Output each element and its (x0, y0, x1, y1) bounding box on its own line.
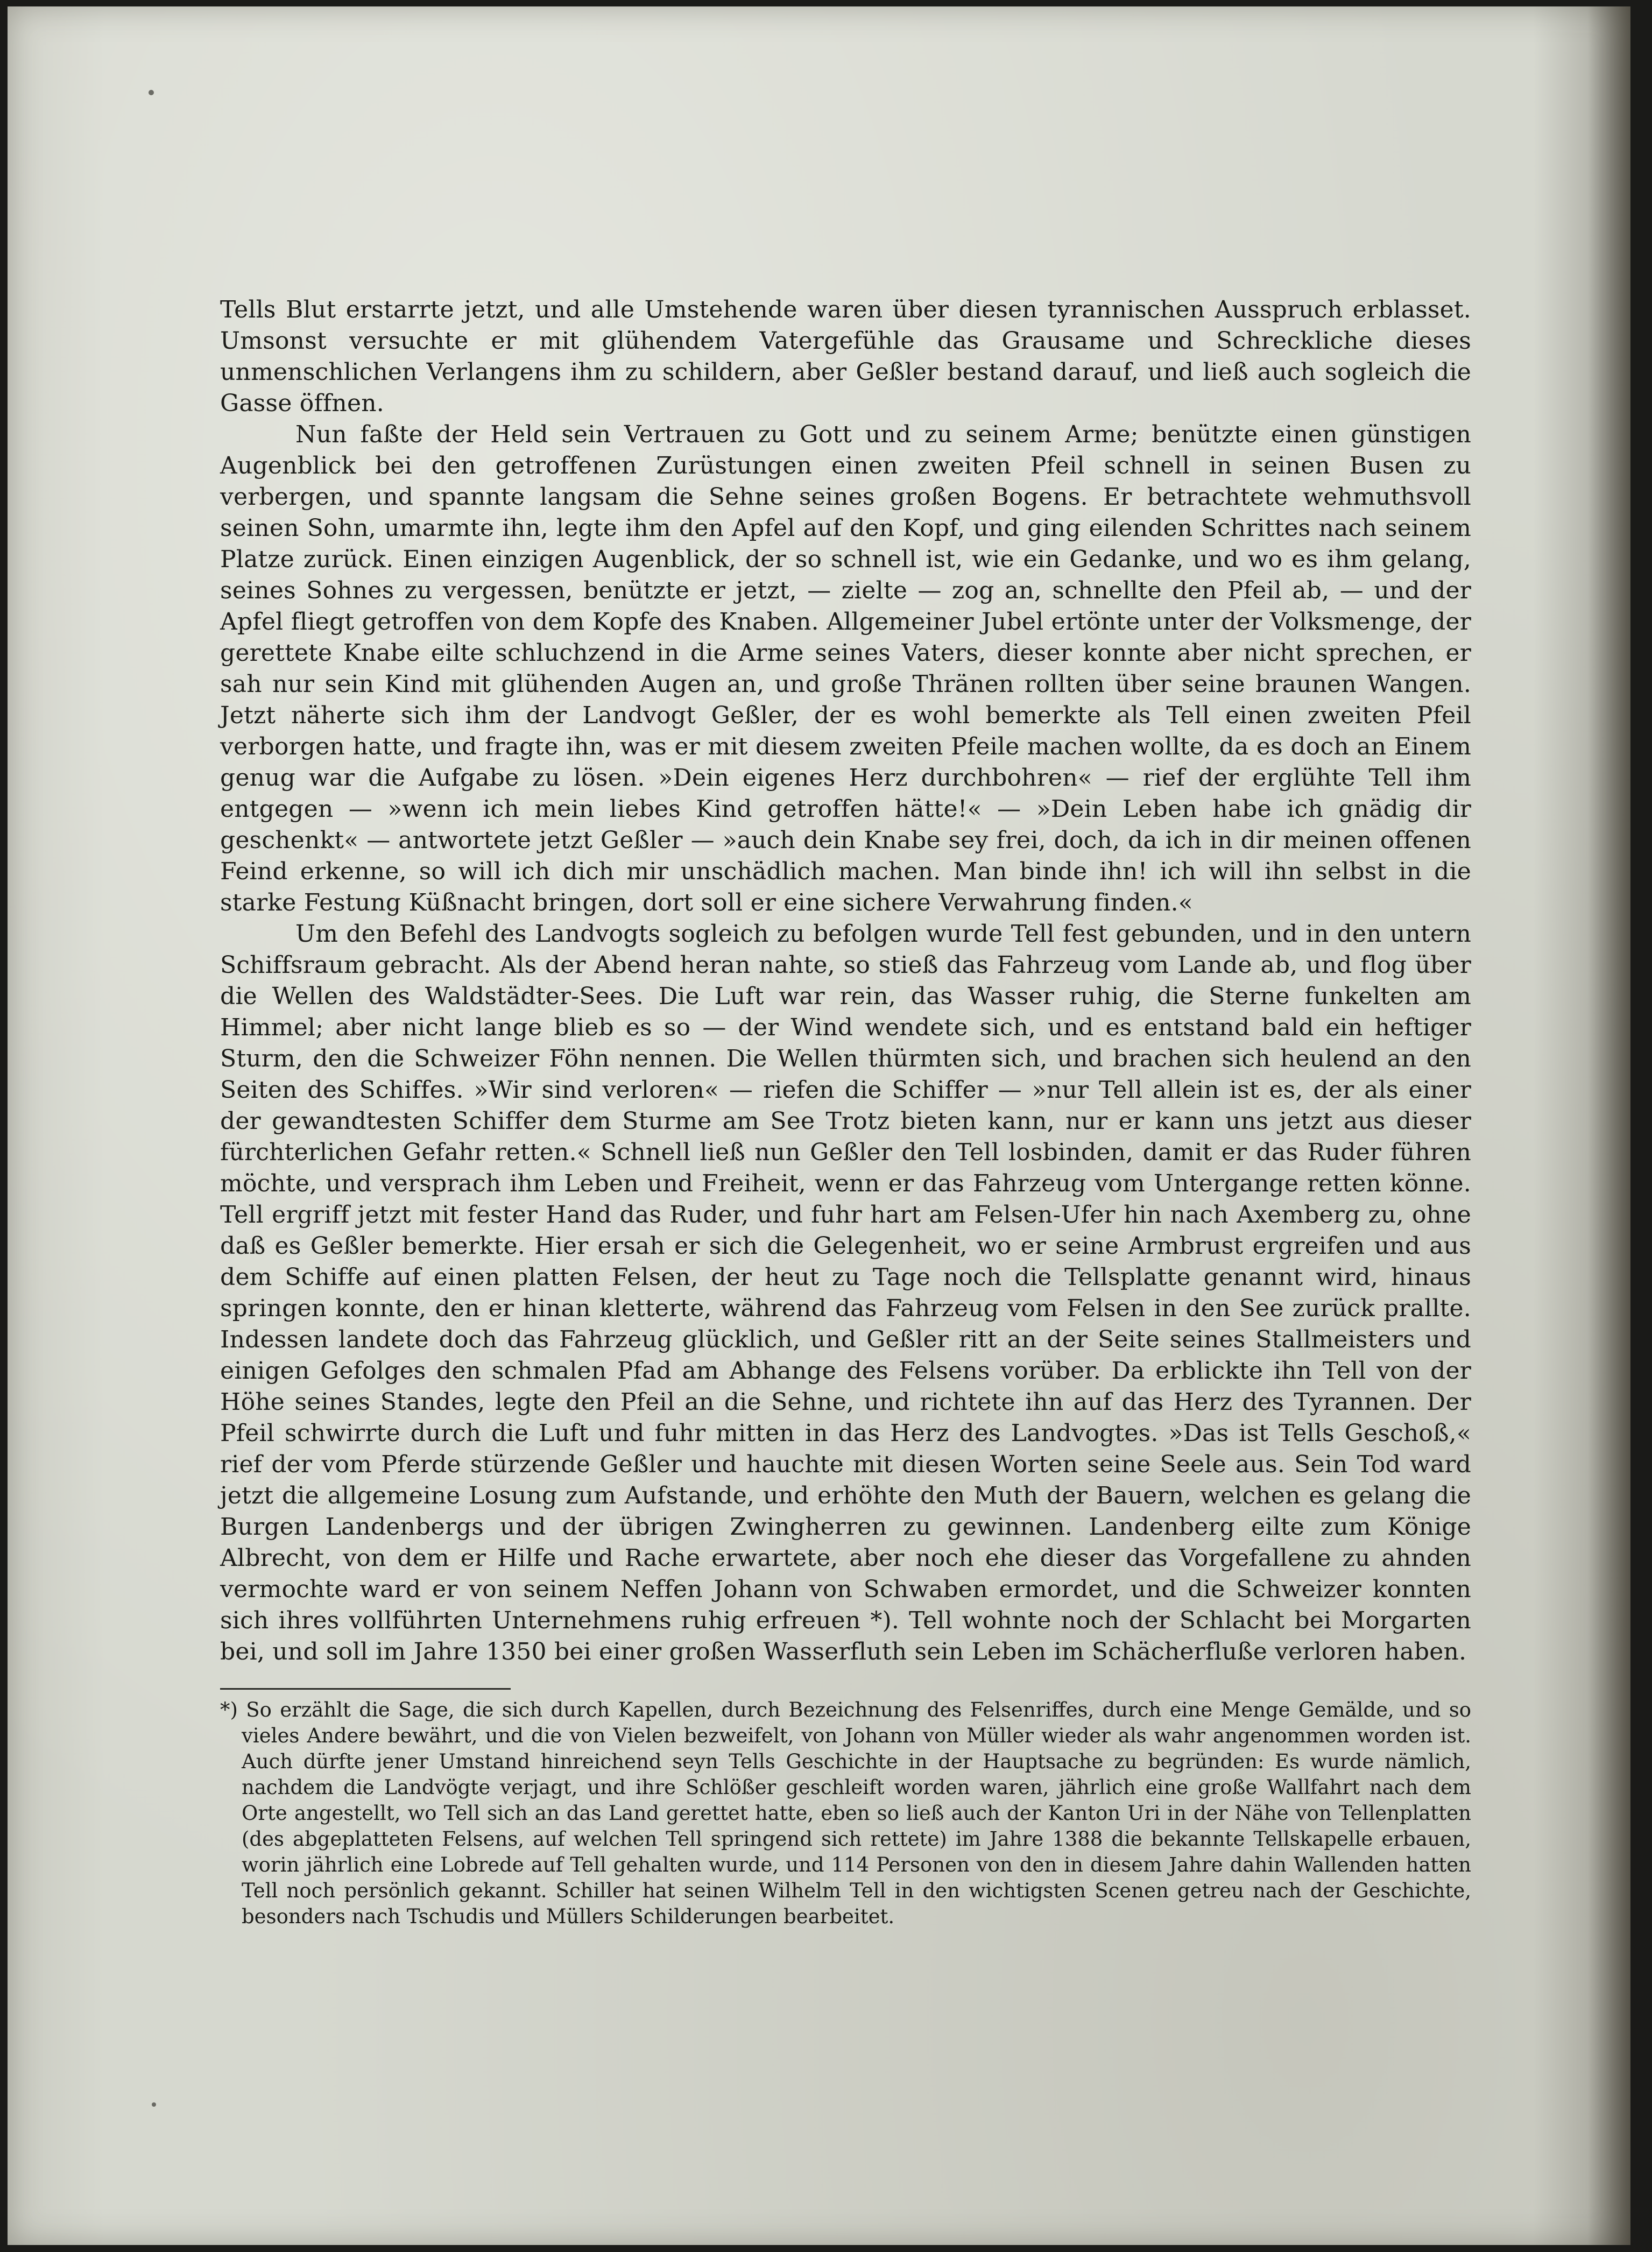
page-content (220, 294, 1471, 1930)
main-text (220, 294, 1471, 1668)
paper-speck (149, 90, 154, 95)
footnote-rule (220, 1688, 511, 1690)
page-edge-shadow (1587, 6, 1630, 2245)
paper-speck (152, 2102, 156, 2107)
footnote: *) So erzählt die Sage, die sich durch Kapellen, durch Bezeichnung des Felsenriffes, durch eine Menge Gemälde, und so vieles Andere bewährt, und die von Vielen bezweifelt, von Johann von Müller wieder als wahr angenommen worden ist. Auch dürfte jener Umstand hinreichend seyn Tells Geschichte in der Hauptsache zu begründen: Es wurde nämlich, nachdem die Landvögte verjagt, und ihre Schlößer geschleift worden waren, jährlich eine große Wallfahrt nach dem Orte angestellt, wo Tell sich an das Land gerettet hatte, eben so ließ auch der Kanton Uri in der Nähe von Tellenplatten (des abgeplatteten Felsens, auf welchen Tell springend sich rettete) im Jahre 1388 die bekannte Tellskapelle erbauen, worin jährlich eine Lobrede auf Tell gehalten wurde, und 114 Personen von den in diesem Jahre dahin Wallenden hatten Tell noch persönlich gekannt. Schiller hat seinen Wilhelm Tell in den wichtigsten Scenen getreu nach der Geschichte, besonders nach Tschudis und Müllers Schilderungen bearbeitet. (220, 1698, 1471, 1928)
book-page (8, 6, 1630, 2245)
paragraph: Um den Befehl des Landvogts sogleich zu befolgen wurde Tell fest gebunden, und in den untern Schiffsraum gebracht. Als der Abend heran nahte, so stieß das Fahrzeug vom Lande ab, und flog über die Wellen des Waldstädter-Sees. Die Luft war rein, das Wasser ruhig, die Sterne funkelten am Himmel; aber nicht lange blieb es so — der Wind wendete sich, und es entstand bald ein heftiger Sturm, den die Schweizer Föhn nennen. Die Wellen thürmten sich, und brachen sich heulend an den Seiten des Schiffes. »Wir sind verloren« — riefen die Schiffer — »nur Tell allein ist es, der als einer der gewandtesten Schiffer dem Sturme am See Trotz bieten kann, nur er kann uns jetzt aus dieser fürchterlichen Gefahr retten.« Schnell ließ nun Geßler den Tell losbinden, damit er das Ruder führen möchte, und versprach ihm Leben und Freiheit, wenn er das Fahrzeug vom Untergange retten könne. Tell ergriff jetzt mit fester Hand das Ruder, und fuhr hart am Felsen-Ufer hin nach Axemberg zu, ohne daß es Geßler bemerkte. Hier ersah er sich die Gelegenheit, wo er seine Armbrust ergreifen und aus dem Schiffe auf einen platten Felsen, der heut zu Tage noch die Tellsplatte genannt wird, hinaus springen konnte, den er hinan kletterte, während das Fahrzeug vom Felsen in den See zurück prallte. Indessen landete doch das Fahrzeug glücklich, und Geßler ritt an der Seite seines Stallmeisters und einigen Gefolges den schmalen Pfad am Abhange des Felsens vorüber. Da erblickte ihn Tell von der Höhe seines Standes, legte den Pfeil an die Sehne, und richtete ihn auf das Herz des Tyrannen. Der Pfeil schwirrte durch die Luft und fuhr mitten in das Herz des Landvogtes. »Das ist Tells Geschoß,« rief der vom Pferde stürzende Geßler und hauchte mit diesen Worten seine Seele aus. Sein Tod ward jetzt die allgemeine Losung zum Aufstande, und erhöhte den Muth der Bauern, welchen es gelang die Burgen Landenbergs und der übrigen Zwingherren zu gewinnen. Landenberg eilte zum Könige Albrecht, von dem er Hilfe und Rache erwartete, aber noch ehe dieser das Vorgefallene zu ahnden vermochte ward er von seinem Neffen Johann von Schwaben ermordet, und die Schweizer konnten sich ihres vollführten Unternehmens ruhig erfreuen *). Tell wohnte noch der Schlacht bei Morgarten bei, und soll im Jahre 1350 bei einer großen Wasserfluth sein Leben im Schächerfluße verloren haben. (220, 920, 1471, 1665)
paragraph: Nun faßte der Held sein Vertrauen zu Gott und zu seinem Arme; benützte einen günstigen Augenblick bei den getroffenen Zurüstungen einen zweiten Pfeil schnell in seinen Busen zu verbergen, und spannte langsam die Sehne seines großen Bogens. Er betrachtete wehmuthsvoll seinen Sohn, umarmte ihn, legte ihm den Apfel auf den Kopf, und ging eilenden Schrittes nach seinem Platze zurück. Einen einzigen Augenblick, der so schnell ist, wie ein Gedanke, und wo es ihm gelang, seines Sohnes zu vergessen, benützte er jetzt, — zielte — zog an, schnellte den Pfeil ab, — und der Apfel fliegt getroffen von dem Kopfe des Knaben. Allgemeiner Jubel ertönte unter der Volksmenge, der gerettete Knabe eilte schluchzend in die Arme seines Vaters, dieser konnte aber nicht sprechen, er sah nur sein Kind mit glühenden Augen an, und große Thränen rollten über seine braunen Wangen. Jetzt näherte sich ihm der Landvogt Geßler, der es wohl bemerkte als Tell einen zweiten Pfeil verborgen hatte, und fragte ihn, was er mit diesem zweiten Pfeile machen wollte, da es doch an Einem genug war die Aufgabe zu lösen. »Dein eigenes Herz durchbohren« — rief der erglühte Tell ihm entgegen — »wenn ich mein liebes Kind getroffen hätte!« — »Dein Leben habe ich gnädig dir geschenkt« — antwortete jetzt Geßler — »auch dein Knabe sey frei, doch, da ich in dir meinen offenen Feind erkenne, so will ich dich mir unschädlich machen. Man binde ihn! ich will ihn selbst in die starke Festung Küßnacht bringen, dort soll er eine sichere Verwahrung finden.« (220, 421, 1471, 916)
paragraph: Tells Blut erstarrte jetzt, und alle Umstehende waren über diesen tyrannischen Ausspruch erblasset. Umsonst versuchte er mit glühendem Vatergefühle das Grausame und Schreckliche dieses unmenschlichen Verlangens ihm zu schildern, aber Geßler bestand darauf, und ließ auch sogleich die Gasse öffnen. (220, 296, 1471, 417)
